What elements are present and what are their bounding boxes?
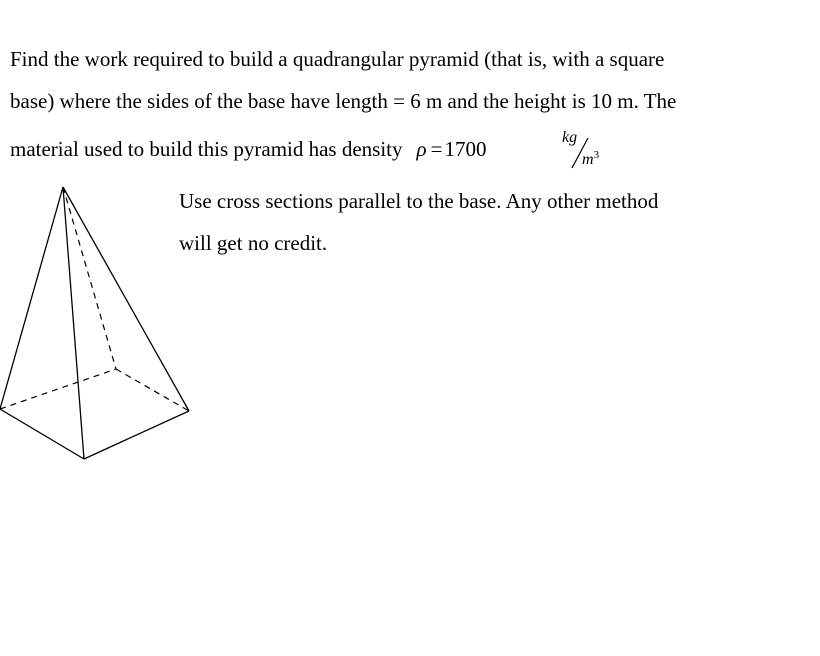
edge-apex-left [0,187,63,409]
instruction-line-2: will get no credit. [179,231,328,255]
density-symbol: ρ [416,137,427,161]
edge-apex-right [63,187,189,411]
instruction-line-1: Use cross sections parallel to the base. Any other method [179,189,659,213]
pyramid-diagram [0,180,200,470]
density-unit [558,126,618,174]
density-value: 1700 [444,137,487,161]
edge-base-left-front [0,409,84,459]
unit-exponent: 3 [593,149,600,161]
unit-denominator [582,150,599,168]
unit-denominator-base: m [582,151,594,168]
equals-sign: = [430,137,443,161]
problem-line-3 [10,139,486,160]
density-text: material used to build this pyramid has density [10,137,403,161]
edge-base-front-right [84,411,189,459]
hidden-edge-base-back-right [116,369,189,411]
problem-line-2: base) where the sides of the base have length = 6 m and the height is 10 m. The [10,89,677,113]
problem-line-1: Find the work required to build a quadrangular pyramid (that is, with a square [10,47,665,71]
unit-numerator: kg [562,129,578,146]
hidden-edge-apex-back [63,187,116,369]
edge-apex-front [63,187,84,459]
hidden-edge-base-left-back [0,369,116,409]
